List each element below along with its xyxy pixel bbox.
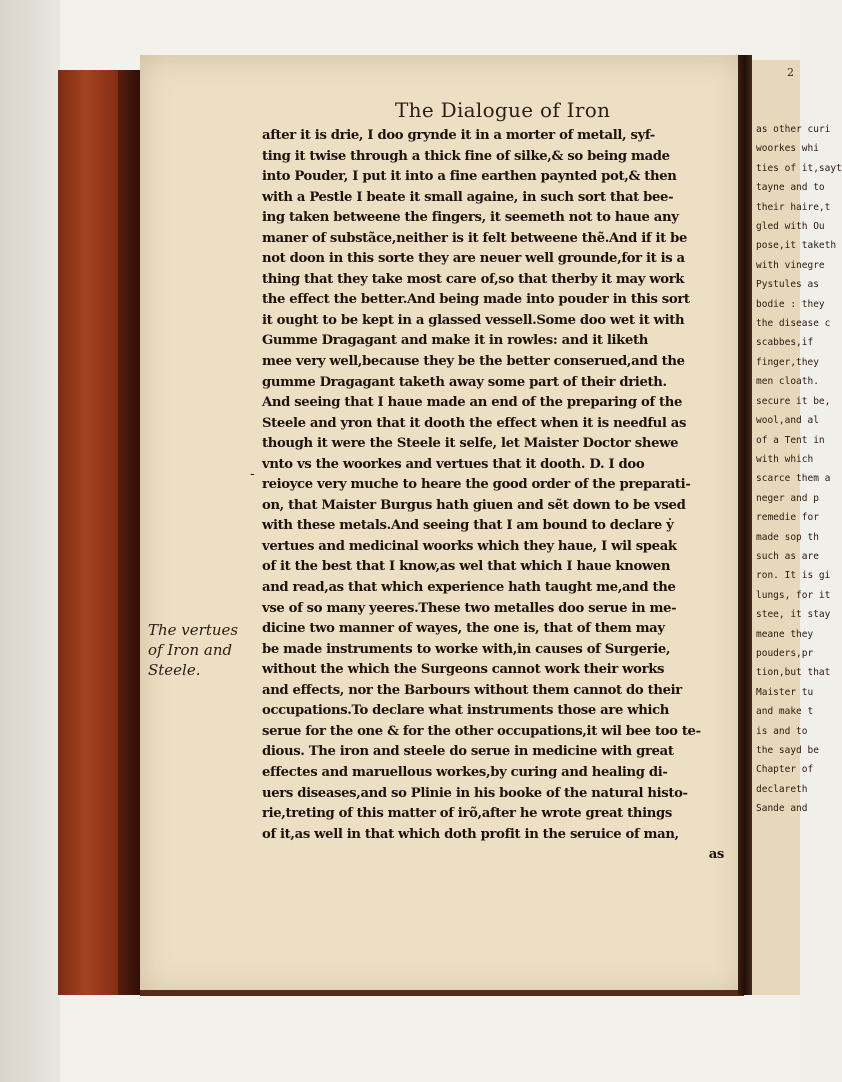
facing-page-mark: 2 (787, 66, 794, 79)
page-bottom-edge (140, 990, 744, 996)
text-line: the effect the better.And being made into pouder in this sort (262, 292, 690, 308)
text-line: with a Pestle I beate it small againe, in such sort that bee- (262, 189, 674, 205)
text-line: dious. The iron and steele do serue in medicine with great (262, 744, 674, 760)
facing-page-line: the sayd be (756, 745, 819, 756)
facing-page-line: tion,but that (756, 667, 831, 679)
text-line: serue for the one & for the other occupations,it wil bee too te- (262, 723, 701, 739)
facing-page-line: lungs, for it (756, 589, 831, 601)
facing-page-line: as other curi (756, 124, 831, 135)
main-text (262, 126, 734, 866)
facing-page-line: stee, it stay (756, 609, 831, 621)
marginal-note-line: of Iron and (148, 641, 233, 659)
text-line: ing taken betweene the fingers, it seemeth not to haue any (262, 210, 679, 226)
text-line: uers diseases,and so Plinie in his booke of the natural histo- (262, 785, 688, 801)
marginal-note-line: The vertues (148, 621, 239, 639)
text-line: Gumme Dragagant and make it in rowles: and it liketh (262, 333, 648, 349)
text-line: vertues and medicinal woorks which they haue, I wil speak (262, 538, 677, 554)
scan-left-margin (0, 0, 60, 1082)
facing-page-line: neger and p (756, 492, 819, 504)
facing-page-line: Maister tu (756, 686, 814, 698)
book-gutter (738, 55, 752, 995)
text-line: after it is drie, I doo grynde it in a morter of metall, syf- (262, 128, 655, 143)
text-line: rie,treting of this matter of irõ,after he wrote great things (262, 806, 672, 822)
facing-page-line: Sande and (756, 803, 808, 815)
facing-page-fragment (752, 60, 842, 995)
facing-page-line: pose,it taketh (756, 240, 837, 252)
facing-page-line: the disease c (756, 318, 831, 330)
text-line: with these metals.And seeing that I am bound to declare ẏ (262, 518, 674, 534)
marginal-note (148, 620, 258, 680)
catchword: as (708, 847, 724, 863)
facing-page-line: secure it be, (756, 395, 831, 407)
facing-page-line: and make t (756, 706, 814, 718)
text-line: though it were the Steele it selfe, let Maister Doctor shewe (262, 436, 679, 452)
facing-page-line: ties of it,sayt (756, 162, 842, 174)
facing-page-line: Chapter of (756, 764, 814, 776)
facing-page-line: finger,they (756, 356, 819, 368)
facing-page-line: with which (756, 453, 814, 465)
facing-page-line: of a Tent in (756, 434, 825, 446)
facing-page-line: tayne and to (756, 182, 825, 194)
facing-page-lines (756, 120, 842, 819)
spine-shadow (118, 70, 140, 995)
facing-page-line: scarce them a (756, 473, 831, 485)
text-line: effectes and maruellous workes,by curing and healing di- (262, 764, 668, 780)
text-line: of it the best that I know,as wel that which I haue knowen (262, 559, 671, 575)
facing-page-line: declareth (756, 783, 808, 795)
facing-page-line: ron. It is gi (756, 570, 831, 582)
facing-page-line: their haire,t (756, 201, 831, 213)
text-line: Steele and yron that it dooth the effect when it is needful as (262, 415, 687, 431)
text-line: it ought to be kept in a glassed vessell.Some doo wet it with (262, 312, 685, 328)
facing-page-line: Pystules as (756, 279, 819, 291)
text-line: of it,as well in that which doth profit in the seruice of man, (262, 826, 679, 842)
facing-page-line: with vinegre (756, 259, 825, 271)
text-line: mee very well,because they be the better conserued,and the (262, 354, 685, 370)
facing-page-line: such as are (756, 550, 819, 562)
text-line: thing that they take most care of,so that therby it may work (262, 271, 685, 287)
text-line: without the which the Surgeons cannot work their works (262, 662, 665, 678)
text-line: dicine two manner of wayes, the one is, that of them may (262, 621, 665, 637)
facing-page-line: wool,and al (756, 415, 819, 427)
text-line: vse of so many yeeres.These two metalles doo serue in me- (262, 600, 677, 616)
facing-page-line: woorkes whi (756, 143, 819, 155)
facing-page-line: meane they (756, 628, 814, 640)
facing-page-line: is and to (756, 725, 808, 737)
text-line: into Pouder, I put it into a fine earthen paynted pot,& then (262, 169, 677, 185)
text-line: and effects, nor the Barbours without them cannot do their (262, 682, 682, 698)
facing-page-line: men cloath. (756, 376, 819, 388)
facing-page-line: remedie for (756, 512, 819, 524)
text-line: reioyce very muche to heare the good order of the preparati- (262, 477, 691, 493)
text-line: maner of substãce,neither is it felt betweene thẽ.And if it be (262, 230, 688, 246)
text-line: on, that Maister Burgus hath giuen and sẽt down to be vsed (262, 497, 686, 513)
text-line: and read,as that which experience hath taught me,and the (262, 580, 676, 596)
text-line: ting it twise through a thick fine of silke,& so being made (262, 148, 670, 164)
text-line: not doon in this sorte they are neuer well grounde,for it is a (262, 251, 685, 267)
facing-page-line: pouders,pr (756, 647, 814, 659)
marginal-note-line: Steele. (148, 661, 201, 679)
facing-page-line: made sop th (756, 531, 819, 543)
text-line: occupations.To declare what instruments those are which (262, 703, 670, 719)
margin-mark: - (250, 466, 255, 482)
text-line: And seeing that I haue made an end of the preparing of the (262, 395, 683, 411)
facing-page-line: gled with Ou (756, 221, 825, 233)
facing-page-line: bodie : they (756, 298, 825, 310)
text-line: gumme Dragagant taketh away some part of their drieth. (262, 374, 667, 390)
text-line: vnto vs the woorkes and vertues that it dooth. D. I doo (262, 456, 645, 472)
facing-page-line: scabbes,if (756, 337, 814, 349)
running-head: The Dialogue of Iron (395, 98, 611, 122)
text-line: be made instruments to worke with,in causes of Surgerie, (262, 641, 671, 657)
